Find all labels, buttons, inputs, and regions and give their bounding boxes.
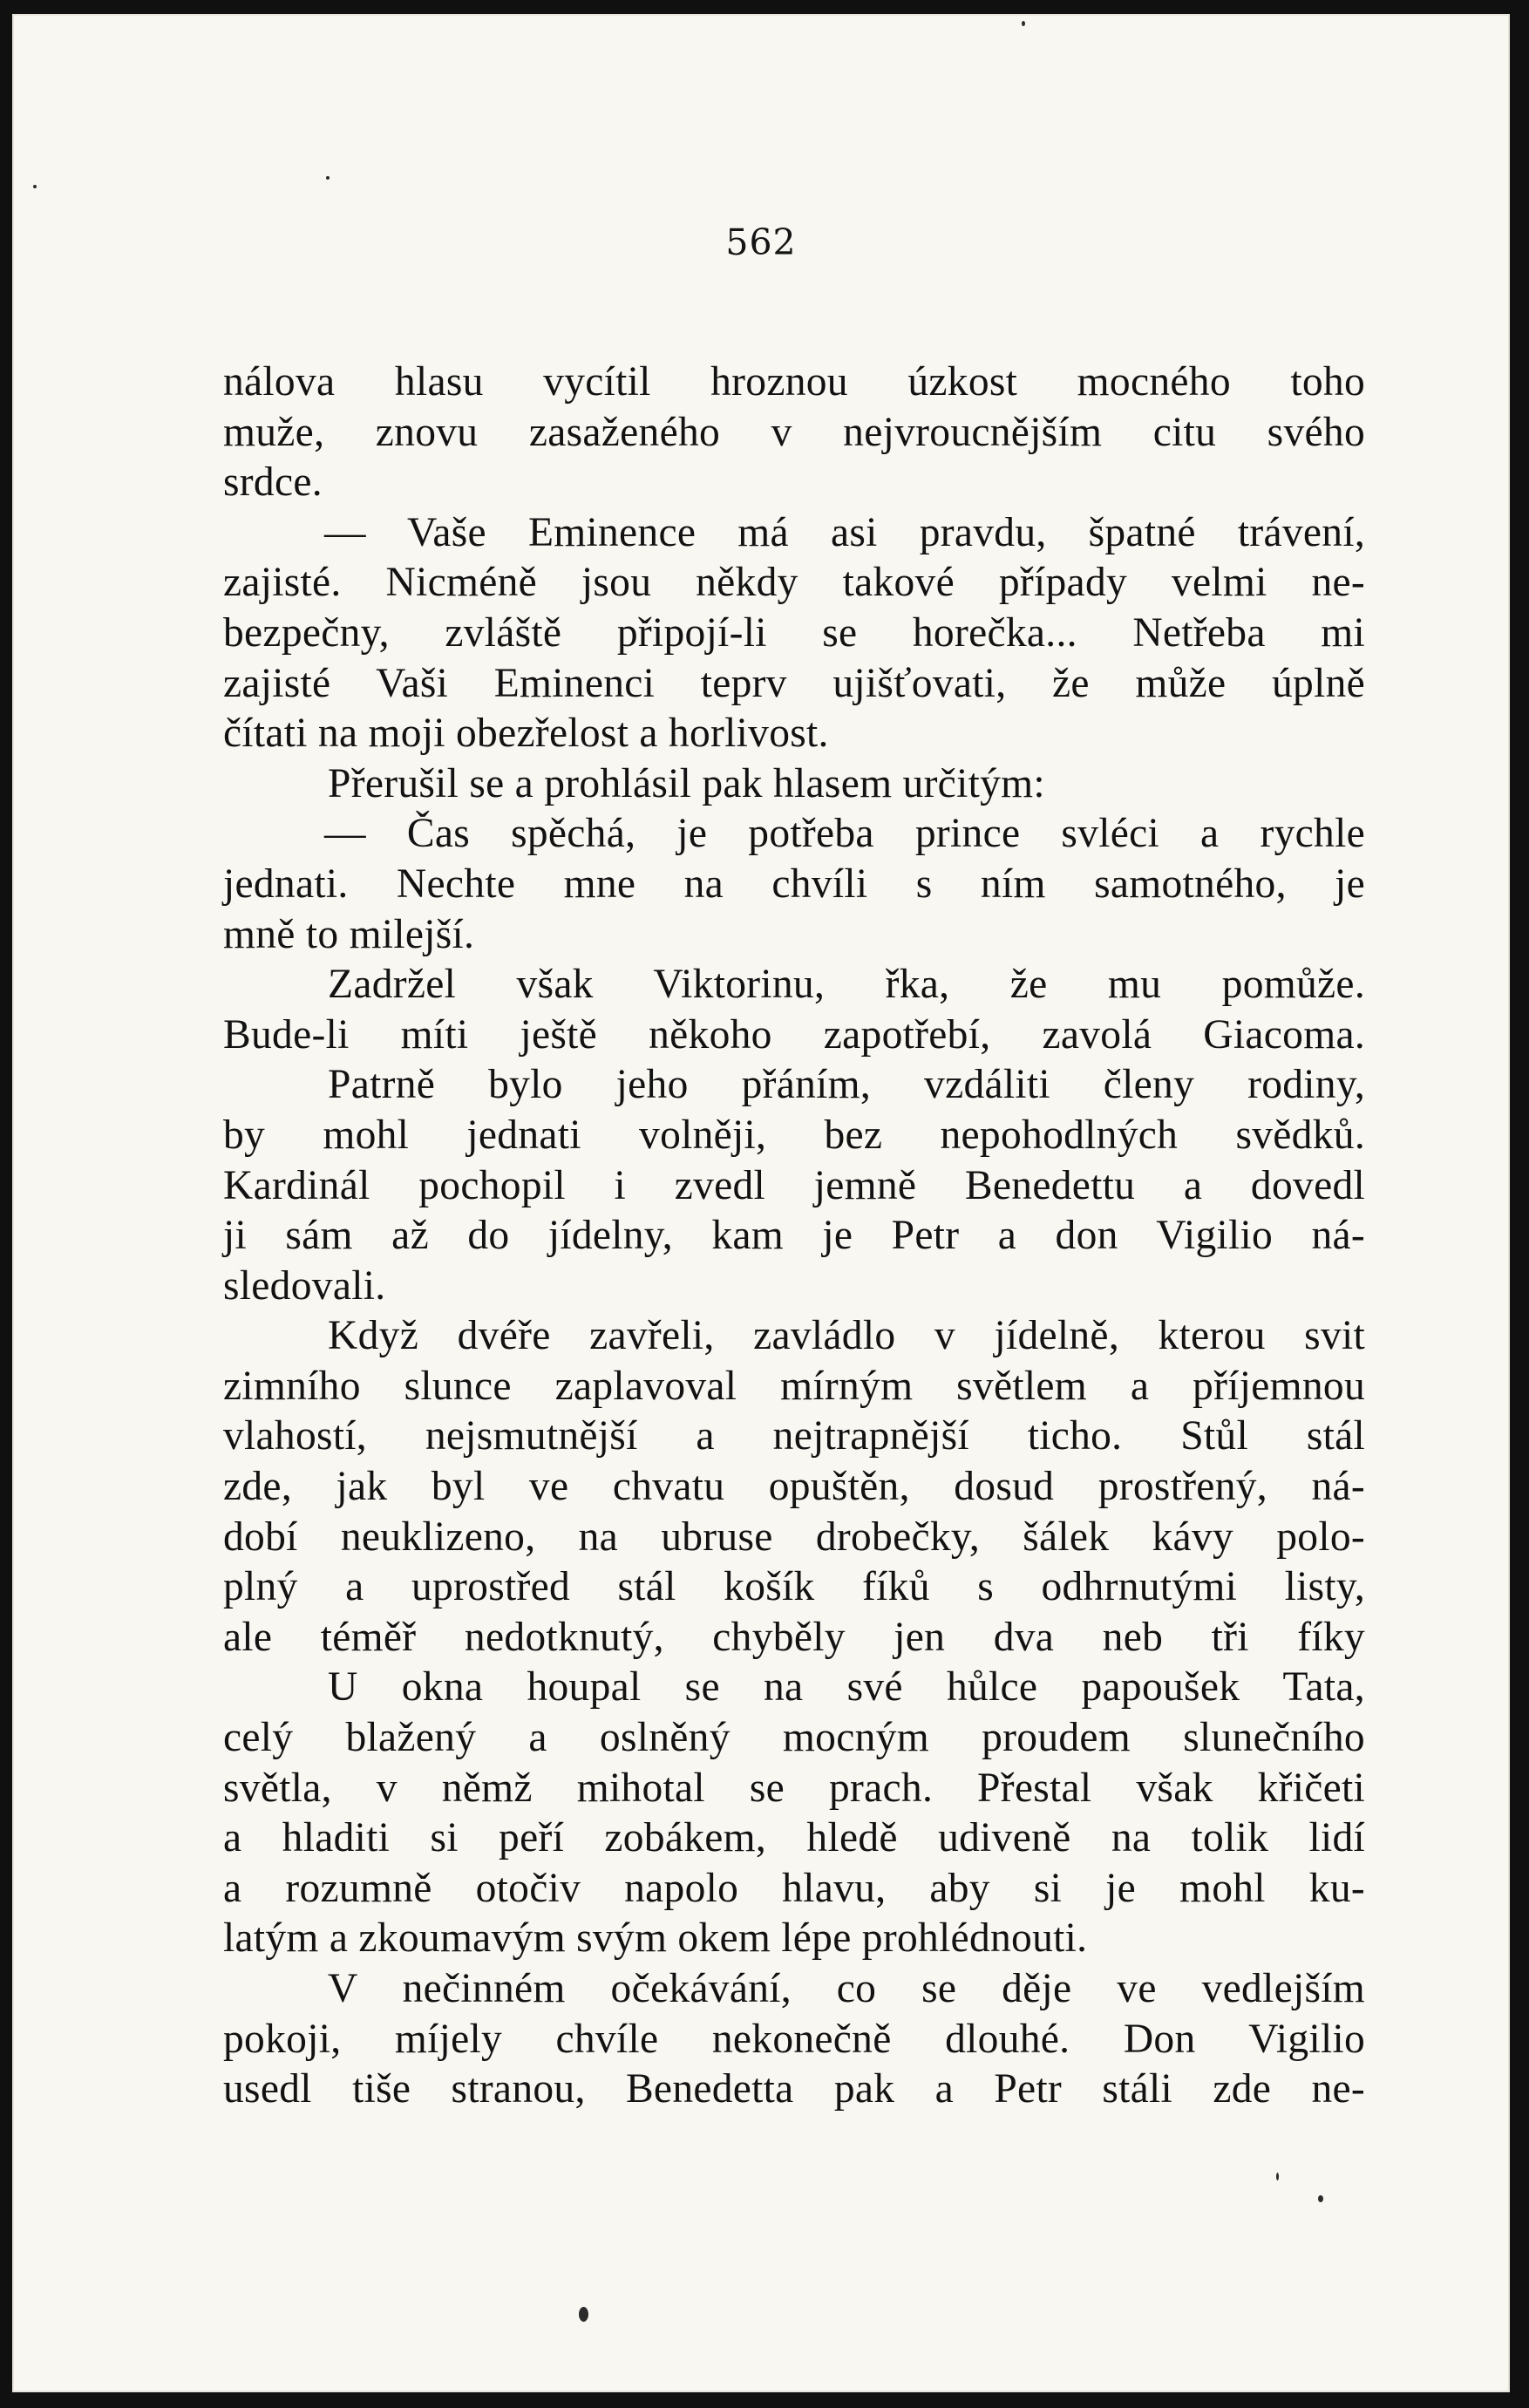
text-line: zajisté Vaši Eminenci teprv ujišťovati, že může úplně xyxy=(223,660,1365,706)
text-line: nálova hlasu vycítil hroznou úzkost mocného toho xyxy=(223,359,1365,405)
text-line: Když dvéře zavřeli, zavládlo v jídelně, kterou svit xyxy=(328,1313,1365,1359)
text-line: bezpečny, zvláště připojí-li se horečka... Netřeba mi xyxy=(223,609,1365,656)
text-line: dobí neuklizeno, na ubruse drobečky, šálek kávy polo- xyxy=(223,1514,1365,1560)
print-speck xyxy=(579,2307,588,2322)
print-speck xyxy=(33,185,37,188)
body-text xyxy=(223,357,1365,2115)
print-speck xyxy=(1022,21,1025,26)
text-line: muže, znovu zasaženého v nejvroucnějším citu svého xyxy=(223,409,1365,455)
text-line: srdce. xyxy=(223,459,323,506)
text-line: U okna houpal se na své hůlce papoušek Tata, xyxy=(328,1664,1365,1711)
text-line: latým a zkoumavým svým okem lépe prohlédnouti. xyxy=(223,1915,1088,1962)
text-line: vlahostí, nejsmutnější a nejtrapnější ticho. Stůl stál xyxy=(223,1413,1365,1459)
text-line: zde, jak byl ve chvatu opuštěn, dosud prostřený, ná- xyxy=(223,1464,1365,1510)
text-line: čítati na moji obezřelost a horlivost. xyxy=(223,711,829,757)
text-line: Patrně bylo jeho přáním, vzdáliti členy rodiny, xyxy=(328,1062,1365,1108)
text-line: ale téměř nedotknutý, chyběly jen dva neb tři fíky xyxy=(223,1614,1365,1660)
text-line: celý blažený a oslněný mocným proudem slunečního xyxy=(223,1715,1365,1761)
text-line: — Vaše Eminence má asi pravdu, špatné trávení, xyxy=(324,509,1365,555)
print-speck xyxy=(326,176,330,180)
print-speck xyxy=(1318,2195,1323,2202)
text-line: světla, v němž mihotal se prach. Přestal však křičeti xyxy=(223,1765,1365,1811)
text-line: Kardinál pochopil i zvedl jemně Benedettu a dovedl xyxy=(223,1162,1365,1208)
text-line: — Čas spěchá, je potřeba prince svléci a rychle xyxy=(324,811,1365,857)
text-line: pokoji, míjely chvíle nekonečně dlouhé. Don Vigilio xyxy=(223,2016,1365,2062)
text-line: ji sám až do jídelny, kam je Petr a don Vigilio ná- xyxy=(223,1213,1365,1259)
text-line: by mohl jednati volněji, bez nepohodlných svědků. xyxy=(223,1112,1365,1158)
text-line: zajisté. Nicméně jsou někdy takové případy velmi ne- xyxy=(223,560,1365,606)
text-line: sledovali. xyxy=(223,1262,386,1309)
page-number: 562 xyxy=(725,221,797,263)
text-line: mně to milejší. xyxy=(223,911,475,957)
text-line: a rozumně otočiv napolo hlavu, aby si je mohl ku- xyxy=(223,1865,1365,1911)
text-line: zimního slunce zaplavoval mírným světlem a příjemnou xyxy=(223,1363,1365,1409)
text-line: usedl tiše stranou, Benedetta pak a Petr stáli zde ne- xyxy=(223,2066,1365,2112)
text-line: Zadržel však Viktorinu, řka, že mu pomůže. xyxy=(328,962,1365,1008)
print-speck xyxy=(1276,2173,1279,2180)
text-line: jednati. Nechte mne na chvíli s ním samotného, je xyxy=(223,860,1365,907)
text-line: Bude-li míti ještě někoho zapotřebí, zavolá Giacoma. xyxy=(223,1011,1365,1058)
text-line: a hladiti si peří zobákem, hledě udiveně na tolik lidí xyxy=(223,1815,1365,1861)
text-line: plný a uprostřed stál košík fíků s odhrnutými listy, xyxy=(223,1564,1365,1610)
book-page xyxy=(12,14,1510,2392)
text-line: V nečinném očekávání, co se děje ve vedlejším xyxy=(328,1966,1365,2011)
text-line: Přerušil se a prohlásil pak hlasem určitým: xyxy=(328,760,1045,806)
